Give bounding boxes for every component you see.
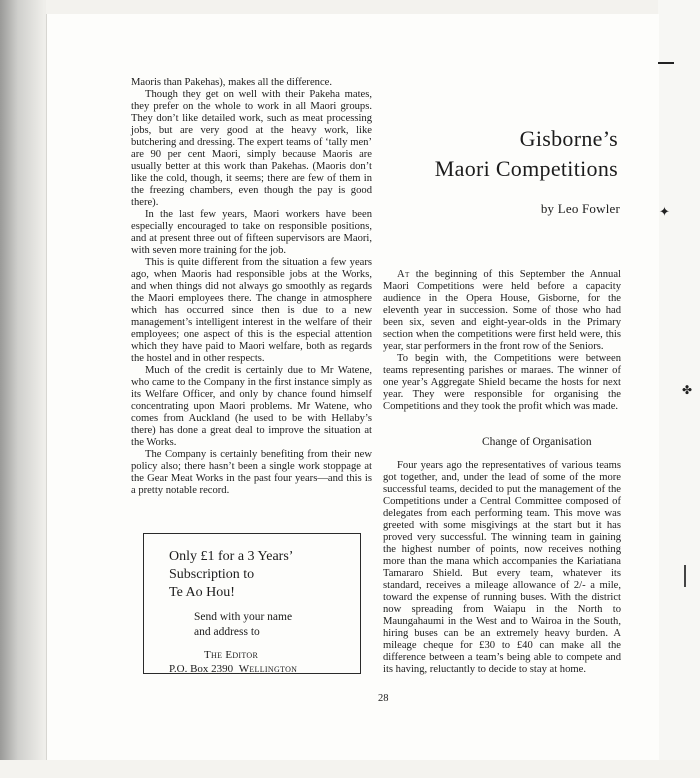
article-title [410,124,618,184]
byline: by Leo Fowler [540,201,620,216]
send-instructions [169,610,350,640]
left-column [131,77,372,497]
margin-mark: ✤ [682,383,693,397]
left-paragraph: This is quite different from the situation a few years ago, when Maoris had responsible jobs at the Works, and when things did not always go smoothly as regards the Maori employees there. The change in atmosphere which has occurred since then is due to a new management’s intelligent interest in the welfare of their employees; one aspect of this is the especial attention which they have paid to Maori welfare, both as regards the hostel and in other respects. [131,257,372,364]
send-line: and address to [194,626,260,638]
postal-address [169,662,350,676]
title-line-2: Maori Competitions [434,156,618,181]
intro-text: the beginning of this September the Annual Maori Competitions were held before a capacity audience in the Opera House, Gisborne, for the eleventh year in succession. Some of those who had been six, seven and eight-year-olds in the Primary section when the competitions were first held were, this year, star performers in the front row of the Seniors. [383,269,621,352]
subscription-box [143,533,361,674]
margin-mark: ✦ [659,205,670,220]
bottom-edge [0,760,700,778]
editor-label: The Editor [204,649,259,661]
margin-mark [684,565,686,587]
subscription-line: Only £1 for a 3 Years’ [169,549,294,564]
title-line-1: Gisborne’s [519,126,618,151]
right-column [383,269,621,413]
article-paragraph: To begin with, the Competitions were between teams representing parishes or maraes. The winner of one year’s Aggregate Shield became the hosts for next year. They were responsible for organising the Competitions and they took the profit which was made. [383,353,621,412]
city: Wellington [238,663,298,675]
intro-first-word: At [397,269,410,280]
left-paragraph: The Company is certainly benefiting from their new policy also; there hasn’t been a single work stoppage at the Gear Meat Works in the past four years—and this is a pretty notable record. [131,449,372,496]
left-paragraph: Though they get on well with their Pakeha mates, they prefer on the whole to work in all Maori groups. They don’t like detailed work, such as meat processing jobs, but are very good at the heavy work, like butchering and dressing. The expert teams of ‘tally men’ are 90 per cent Maori, simply because Maoris are usually better at this work than Pakehas. (Maoris don’t like the cold, though, it seems; there are few of them in the freezing chambers, even though the pay is good there). [131,89,372,208]
subscription-line: Te Ao Hou! [169,585,235,600]
margin-mark [658,62,674,64]
right-margin [658,0,700,778]
subscription-headline [169,548,350,602]
left-paragraph: Much of the credit is certainly due to Mr Watene, who came to the Company in the first instance simply as its Welfare Officer, and only by chance found himself concentrating upon Maori problems. Mr Watene, who comes from Auckland (he used to be with Hellaby’s there) has done a great deal to improve the situation at the Works. [131,365,372,448]
left-paragraph: In the last few years, Maori workers have been especially encouraged to take on responsible positions, and at present three out of fifteen supervisors are Maori, with seven more training for the job. [131,209,372,256]
section-heading: Change of Organisation [482,436,592,448]
binding-shadow [0,0,46,778]
send-line: Send with your name [194,611,293,623]
article-paragraph: Four years ago the representatives of various teams got together, and, under the lead of some of the more successful teams, decided to put the management of the Competitions under a Central Committee composed of delegates from each performing team. This move was greeted with some misgivings at the start but it has proved very successful. The winning team in gaining the highest number of points, now receives nothing more than the mana which accompanies the Kariatiana Tamararo Shield. But every team, whatever its standard, receives a mileage allowance of 2/- a mile, toward the expense of running buses. With the district now spreading from Waiapu in the North to Maungahaumi in the West and to Wairoa in the South, hiring buses can be an extremely heavy burden. A mileage cheque for £30 to £40 can make all the difference between a team’s being able to compete and its having, reluctantly to decide to stay at home. [383,460,621,675]
intro-paragraph [383,269,621,353]
subscription-line: Subscription to [169,567,255,582]
page-number: 28 [378,693,389,704]
left-paragraph: Maoris than Pakehas), makes all the difference. [131,77,333,88]
right-column-continued [383,460,621,676]
po-box: P.O. Box 2390 [169,663,234,675]
